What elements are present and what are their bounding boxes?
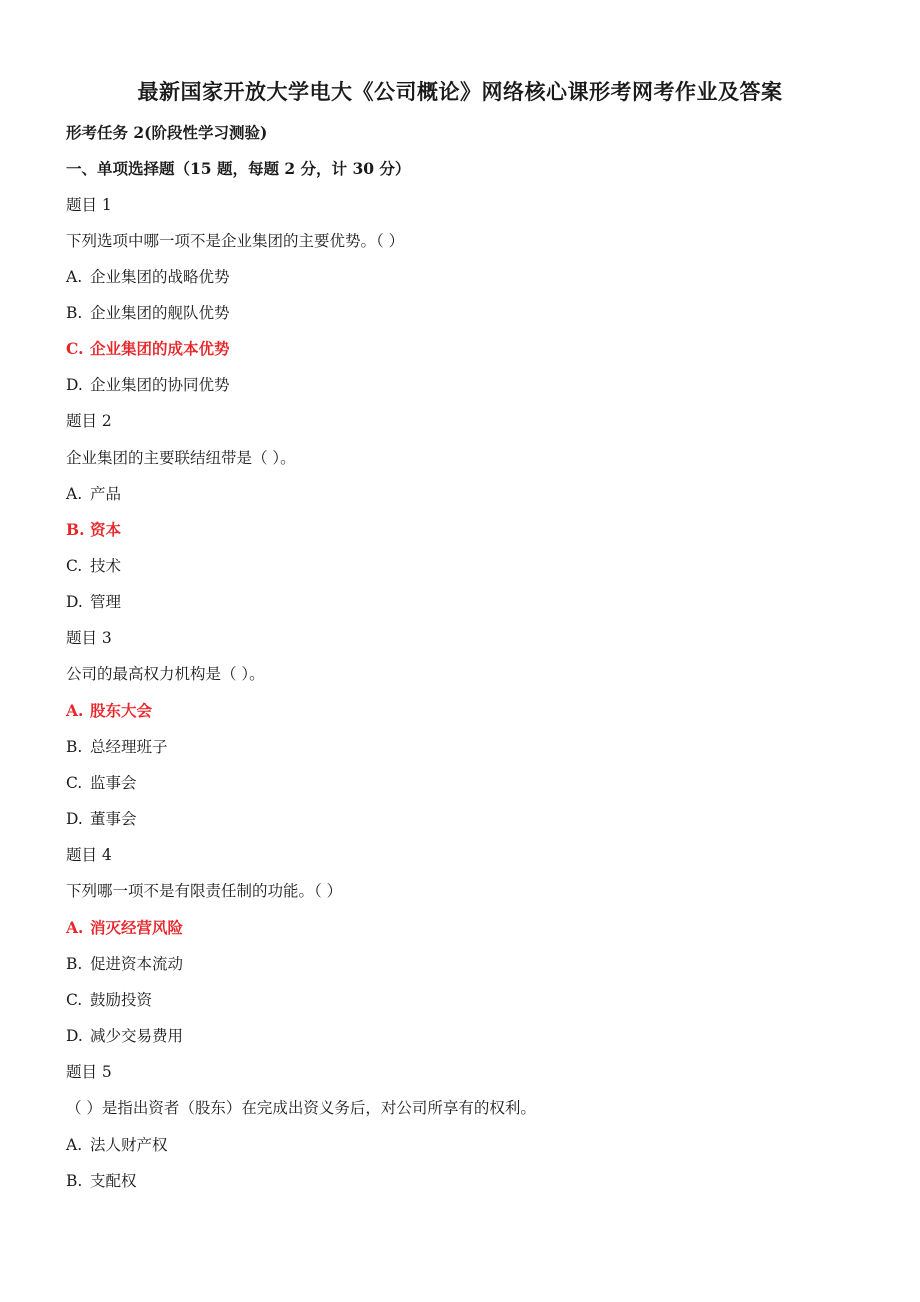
option-letter: B. (66, 304, 83, 322)
question-stem: 公司的最高权力机构是（ ）。 (66, 665, 265, 683)
option-letter: D. (66, 376, 83, 394)
option-text: 消灭经营风险 (90, 918, 184, 937)
question-stem: 企业集团的主要联结纽带是（ ）。 (66, 449, 296, 467)
question-label: 题目 5 (66, 1063, 112, 1081)
option-letter: B. (66, 520, 85, 539)
option-item (66, 374, 230, 396)
option-text: 董事会 (90, 810, 137, 828)
option-text: 企业集团的舰队优势 (90, 304, 230, 322)
question-label: 题目 2 (66, 412, 112, 430)
task-heading: 形考任务 2(阶段性学习测验) (66, 123, 268, 142)
option-text: 支配权 (90, 1172, 137, 1190)
option-text: 管理 (90, 593, 122, 611)
option-item (66, 736, 168, 758)
option-letter: A. (66, 1136, 83, 1154)
option-text: 减少交易费用 (90, 1027, 184, 1045)
option-letter: A. (66, 268, 83, 286)
option-letter: A. (66, 918, 84, 937)
option-item-correct (66, 519, 121, 541)
option-text: 股东大会 (90, 701, 153, 720)
option-letter: A. (66, 485, 83, 503)
option-item (66, 302, 230, 324)
question-stem: 下列哪一项不是有限责任制的功能。（ ） (66, 882, 343, 900)
option-text: 促进资本流动 (90, 955, 184, 973)
question-label: 题目 4 (66, 846, 112, 864)
option-text: 企业集团的协同优势 (90, 376, 230, 394)
option-letter: D. (66, 810, 83, 828)
option-letter: C. (66, 774, 83, 792)
option-text: 技术 (90, 557, 122, 575)
option-text: 鼓励投资 (90, 991, 153, 1009)
option-item (66, 1025, 183, 1047)
option-item (66, 555, 121, 577)
option-letter: C. (66, 557, 83, 575)
section-heading: 一、单项选择题（15 题，每题 2 分，计 30 分） (66, 159, 411, 178)
question-label: 题目 3 (66, 629, 112, 647)
option-item (66, 1170, 137, 1192)
option-text: 企业集团的战略优势 (90, 268, 230, 286)
option-letter: D. (66, 593, 83, 611)
option-text: 企业集团的成本优势 (90, 339, 230, 358)
option-item-correct (66, 700, 152, 722)
option-item-correct (66, 917, 183, 939)
option-text: 监事会 (90, 774, 137, 792)
option-item (66, 953, 183, 975)
option-text: 法人财产权 (90, 1136, 168, 1154)
option-item-correct (66, 338, 230, 360)
option-item (66, 266, 230, 288)
option-letter: B. (66, 738, 83, 756)
option-letter: B. (66, 1172, 83, 1190)
option-item (66, 989, 152, 1011)
question-stem: （ ）是指出资者（股东）在完成出资义务后，对公司所享有的权利。 (66, 1099, 536, 1117)
option-letter: B. (66, 955, 83, 973)
option-text: 产品 (90, 485, 122, 503)
option-letter: C. (66, 339, 84, 358)
question-stem: 下列选项中哪一项不是企业集团的主要优势。（ ） (66, 232, 405, 250)
option-item (66, 1134, 168, 1156)
option-item (66, 772, 137, 794)
document-title: 最新国家开放大学电大《公司概论》网络核心课形考网考作业及答案 (137, 79, 783, 104)
option-item (66, 591, 121, 613)
option-letter: A. (66, 701, 84, 720)
option-letter: C. (66, 991, 83, 1009)
option-item (66, 808, 137, 830)
option-letter: D. (66, 1027, 83, 1045)
question-label: 题目 1 (66, 196, 112, 214)
option-text: 总经理班子 (90, 738, 168, 756)
option-text: 资本 (90, 520, 122, 539)
option-item (66, 483, 121, 505)
